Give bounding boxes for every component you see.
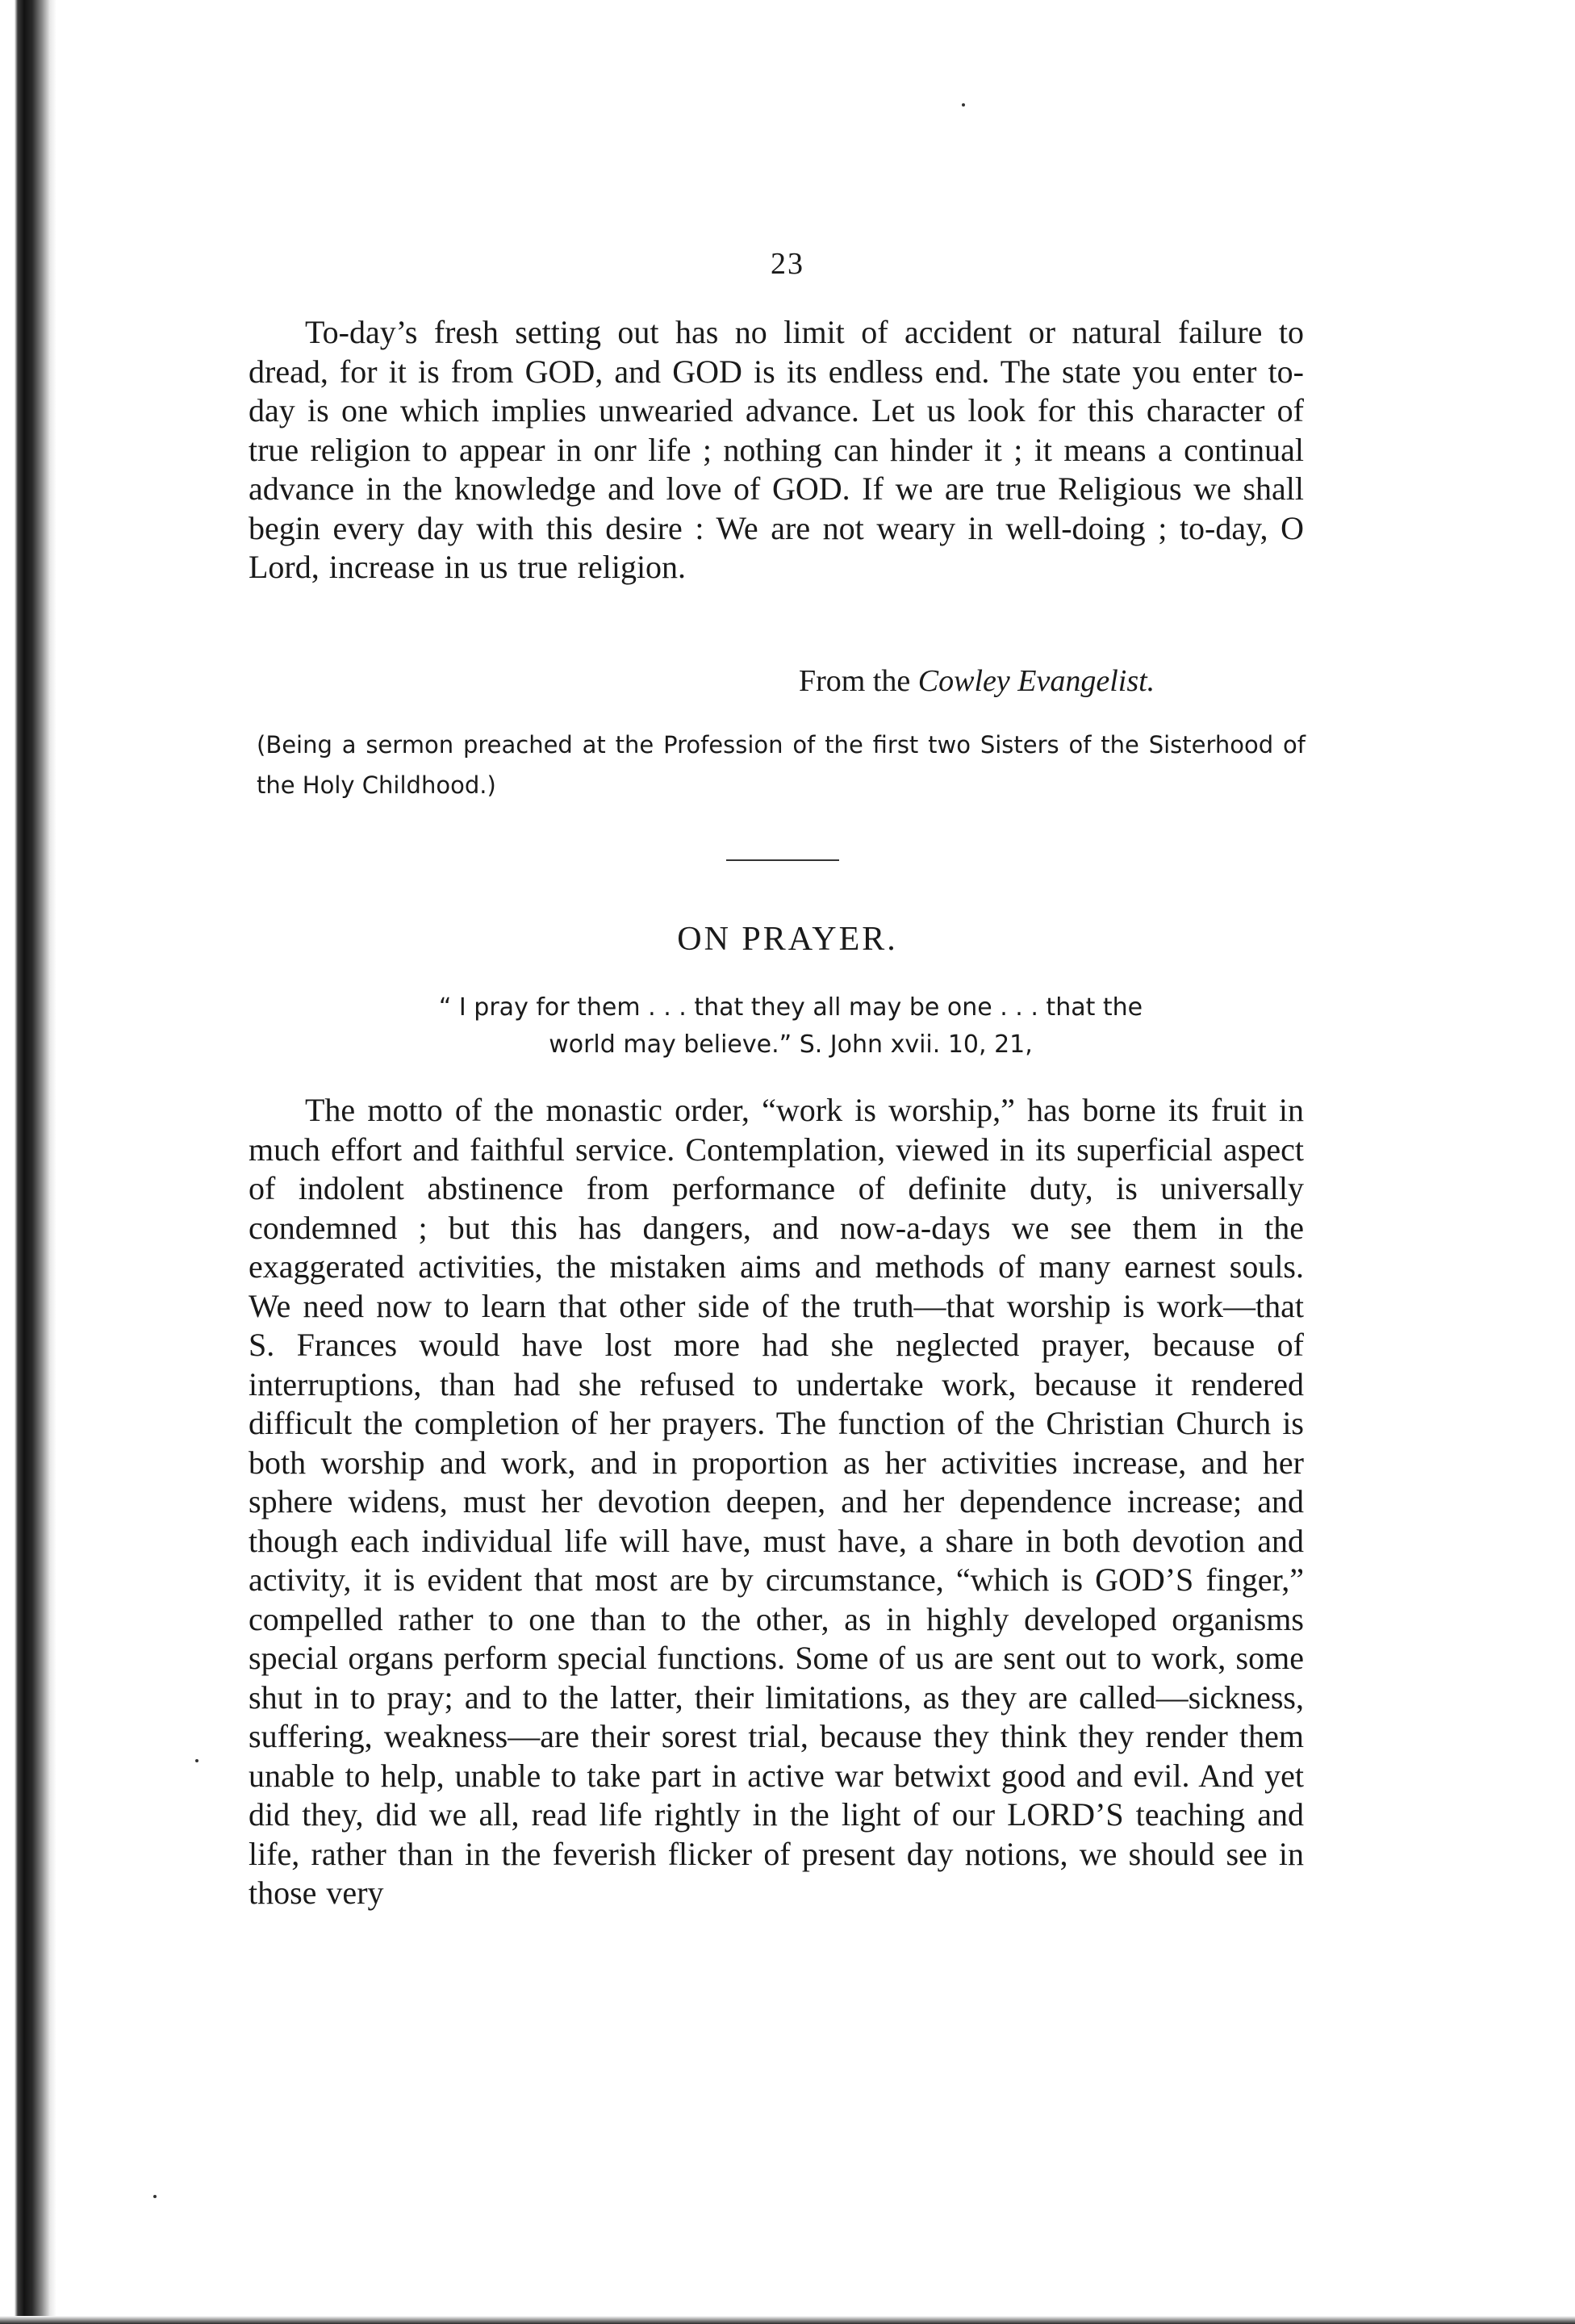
- article-body-paragraph: The motto of the monastic order, “work is worship,” has borne its fruit in much effort and faithful service. Contemplation, viewed in its superficial aspect of indolent abstinence from performance of definite duty, is universally condemned ; but this has dangers, and now-a-days we see them in the exaggerated activities, the mistaken aims and methods of many earnest souls. We need now to learn that other side of the truth—that worship is work—that S. Frances would have lost more had she neglected prayer, because of interruptions, than had she refused to undertake work, because it rendered difficult the completion of her prayers. The function of the Christian Church is both worship and work, and in proportion as her activities increase, and her sphere widens, must her devotion deepen, and her dependence increase; and though each individual life will have, must have, a share in both devotion and activity, it is evident that most are by circumstance, “which is GOD’S finger,” compelled rather to one than to the other, as in highly developed organisms special organs perform special functions. Some of us are sent out to work, some shut in to pray; and to the latter, their limitations, as they are called—sickness, suffering, weakness—are their sorest trial, because they think they render them unable to help, unable to take part in active war betwixt good and evil. And yet did they, did we all, read life rightly in the light of our LORD’S teaching and life, rather than in the feverish flicker of present day notions, we should see in those very: [249, 1092, 1304, 1911]
- sermon-closing-paragraph: To-day’s fresh setting out has no limit of accident or natural failure to dread, for it is from GOD, and GOD is its endless end. The state you enter to-day is one which implies unwearied advance. Let us look for this character of true religion to appear in onr life ; nothing can hinder it ; it means a continual advance in the knowledge and love of GOD. If we are true Religious we shall begin every day with this desire : We are not weary in well-doing ; to-day, O Lord, increase in us true religion.: [249, 314, 1304, 585]
- source-prefix: From the: [799, 664, 911, 698]
- paper-speck: [153, 2195, 157, 2198]
- epigraph-line-2: world may believe.” S. John xvii. 10, 21,: [549, 1030, 1033, 1059]
- paper-speck: [962, 103, 965, 107]
- sermon-closing-block: [249, 313, 1304, 587]
- source-attribution: [799, 663, 1155, 699]
- paper-speck: [195, 1759, 198, 1762]
- source-journal: Cowley Evangelist.: [917, 664, 1155, 698]
- article-title: ON PRAYER.: [677, 921, 898, 958]
- section-divider: [726, 859, 839, 861]
- epigraph: [307, 989, 1275, 1064]
- page-number: 23: [771, 247, 804, 281]
- article-body-block: [249, 1091, 1304, 1913]
- sermon-note: (Being a sermon preached at the Profession of the first two Sisters of the Sisterhood of the Holy Childhood.): [257, 731, 1306, 799]
- epigraph-line-1: “ I pray for them . . . that they all may be one . . . that the: [438, 993, 1143, 1022]
